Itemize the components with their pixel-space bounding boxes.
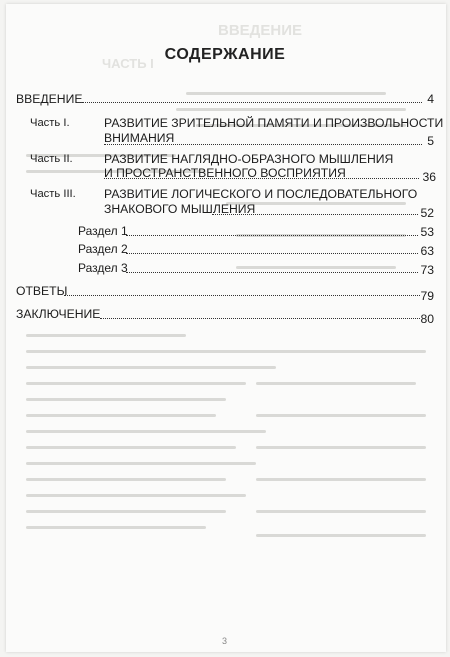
toc-intro-page: 4 (427, 92, 434, 106)
ghost-part-label: ЧАСТЬ I (102, 56, 154, 71)
toc-part2-line2: И ПРОСТРАНСТВЕННОГО ВОСПРИЯТИЯ (104, 166, 346, 180)
ghost-line (256, 350, 426, 353)
ghost-line (26, 494, 246, 497)
ghost-line (26, 446, 236, 449)
toc-part1-line1: РАЗВИТИЕ ЗРИТЕЛЬНОЙ ПАМЯТИ И ПРОИЗВОЛЬНОСТИ (104, 116, 444, 130)
ghost-line (26, 510, 226, 513)
ghost-heading: ВВЕДЕНИЕ (218, 22, 302, 39)
ghost-line (26, 414, 216, 417)
toc-section3-page: 73 (420, 263, 434, 277)
ghost-line (26, 526, 206, 529)
toc-section1-page: 53 (420, 225, 434, 239)
toc-leader (104, 144, 422, 145)
ghost-line (256, 478, 426, 481)
ghost-line (256, 534, 426, 537)
toc-section2-page: 63 (420, 244, 434, 258)
toc-leader (64, 295, 420, 296)
toc-part3-page: 52 (420, 206, 434, 220)
toc-part2-prefix: Часть II. (30, 153, 73, 165)
toc-leader (104, 178, 419, 179)
toc-section3-label: Раздел 3 (78, 261, 128, 275)
toc-leader (126, 253, 418, 254)
ghost-line (26, 350, 286, 353)
page-number: 3 (222, 636, 228, 646)
toc-leader (126, 272, 418, 273)
ghost-line (26, 430, 266, 433)
toc-leader (100, 318, 420, 319)
toc-conclusion-label: ЗАКЛЮЧЕНИЕ (16, 307, 101, 321)
toc-leader (126, 235, 418, 236)
toc-leader (212, 214, 418, 215)
toc-answers-label: ОТВЕТЫ (16, 284, 68, 298)
ghost-line (256, 510, 426, 513)
ghost-line (26, 366, 276, 369)
ghost-line (236, 266, 396, 269)
toc-part3-line1: РАЗВИТИЕ ЛОГИЧЕСКОГО И ПОСЛЕДОВАТЕЛЬНОГО (104, 187, 418, 201)
toc-part1-prefix: Часть I. (30, 117, 70, 129)
toc-part2-page: 36 (422, 170, 436, 184)
ghost-line (26, 334, 186, 337)
ghost-line (26, 382, 246, 385)
toc-part3-line2: ЗНАКОВОГО МЫШЛЕНИЯ (104, 202, 256, 216)
toc-part1-line2: ВНИМАНИЯ (104, 131, 175, 145)
ghost-line (26, 462, 256, 465)
ghost-line (186, 92, 386, 95)
toc-part2-line1: РАЗВИТИЕ НАГЛЯДНО-ОБРАЗНОГО МЫШЛЕНИЯ (104, 152, 394, 166)
ghost-line (256, 446, 426, 449)
toc-part3-prefix: Часть III. (30, 188, 76, 200)
toc-section2-label: Раздел 2 (78, 242, 128, 256)
toc-answers-page: 79 (420, 289, 434, 303)
ghost-line (256, 382, 416, 385)
page-title: СОДЕРЖАНИЕ (164, 46, 286, 63)
ghost-line (26, 398, 226, 401)
toc-part1-page: 5 (427, 134, 434, 148)
ghost-line (256, 414, 426, 417)
ghost-line (26, 478, 226, 481)
toc-leader (82, 102, 422, 103)
toc-conclusion-page: 80 (420, 312, 434, 326)
toc-intro-label: ВВЕДЕНИЕ (16, 92, 83, 106)
ghost-line (176, 108, 406, 111)
toc-section1-label: Раздел 1 (78, 224, 128, 238)
